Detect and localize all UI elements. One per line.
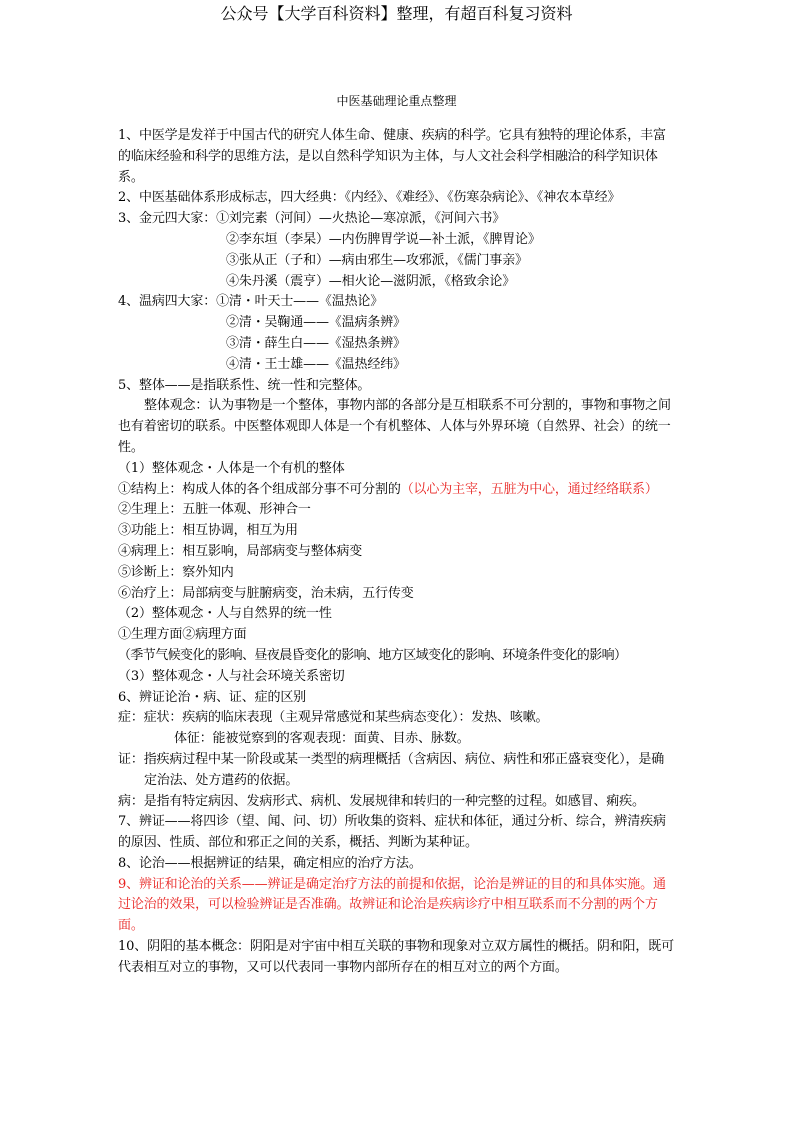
- paragraph-6: 6、辨证论治・病、证、症的区别: [118, 689, 307, 705]
- paragraph-6-sign: 体征：能被觉察到的客观表现：面黄、目赤、脉数。: [174, 731, 470, 747]
- section-1-heading: （1）整体观念・人体是一个有机的整体: [118, 460, 345, 476]
- paragraph-10: 10、阴阳的基本概念：阴阳是对宇宙中相互关联的事物和现象对立双方属性的概括。阴和阳，既可代表相互对立的事物，又可以代表同一事物内部所存在的相互对立的两个方面。: [118, 939, 674, 975]
- structure-text: ①结构上：构成人体的各个组成部分事不可分割的: [118, 481, 401, 497]
- section-1-item-pathology: ④病理上：相互影响，局部病变与整体病变: [118, 543, 363, 559]
- section-1-item-physiology: ②生理上：五脏一体观、形神合一: [118, 502, 311, 518]
- paragraph-9: 9、辨证和论治的关系——辨证是确定治疗方法的前提和依据，论治是辨证的目的和具体实施。通过论治的效果，可以检验辨证是否准确。故辨证和论治是疾病诊疗中相互联系而不分割的两个方面。: [118, 876, 666, 934]
- section-2-item: ①生理方面②病理方面: [118, 627, 247, 643]
- paragraph-5-detail: 整体观念：认为事物是一个整体，事物内部的各部分是互相联系不可分割的，事物和事物之间也有着密切的联系。中医整体观即人体是一个有机整体、人体与外界环境（自然界、社会）的统一性。: [118, 398, 671, 455]
- section-2-detail: （季节气候变化的影响、昼夜晨昏变化的影响、地方区域变化的影响、环境条件变化的影响）: [118, 647, 627, 663]
- section-2-heading: （2）整体观念・人与自然界的统一性: [118, 606, 332, 622]
- paragraph-3-line-1: 3、金元四大家：①刘完素（河间）—火热论—寒凉派，《河间六书》: [118, 211, 506, 227]
- paragraph-4-line-2: ②清・吴鞠通——《温病条辨》: [226, 315, 406, 331]
- paragraph-5: 5、整体——是指联系性、统一性和完整体。: [118, 377, 371, 393]
- paragraph-7: 7、辨证——将四诊（望、闻、问、切）所收集的资料、症状和体征，通过分析、综合，辨清疾病的原因、性质、部位和邪正之间的关系，概括、判断为某种证。: [118, 814, 666, 851]
- section-1-item-structure: [118, 480, 676, 501]
- section-1-item-diagnosis: ⑤诊断上：察外知内: [118, 564, 234, 580]
- paragraph-4-line-1: 4、温病四大家：①清・叶天士——《温热论》: [118, 294, 384, 310]
- paragraph-4-line-3: ③清・薛生白——《湿热条辨》: [226, 335, 406, 351]
- paragraph-6-syndrome: 证：指疾病过程中某一阶段或某一类型的病理概括（含病因、病位、病性和邪正盛衰变化），是确定治法、处方遣药的依据。: [118, 751, 665, 788]
- document-body: [118, 126, 676, 979]
- section-1-item-function: ③功能上：相互协调，相互为用: [118, 523, 298, 539]
- document-title: 中医基础理论重点整理: [336, 94, 457, 108]
- paragraph-6-disease: 病：是指有特定病因、发病形式、病机、发展规律和转归的一种完整的过程。如感冒、痢疾。: [118, 793, 645, 809]
- paragraph-6-symptom: 症：症状：疾病的临床表现（主观异常感觉和某些病态变化）：发热、咳嗽。: [118, 710, 549, 726]
- page-header: 公众号【大学百科资料】整理，有超百科复习资料: [220, 4, 573, 23]
- paragraph-2: 2、中医基础体系形成标志，四大经典：《内经》、《难经》、《伤寒杂病论》、《神农本草经》: [118, 190, 621, 206]
- paragraph-3-line-2: ②李东垣（李杲）—内伤脾胃学说—补土派，《脾胃论》: [226, 231, 541, 247]
- structure-highlight: （以心为主宰，五脏为中心，通过经络联系）: [400, 481, 658, 497]
- section-3-heading: （3）整体观念・人与社会环境关系密切: [118, 668, 345, 684]
- paragraph-3-line-4: ④朱丹溪（震亨）—相火论—滋阴派，《格致余论》: [226, 273, 516, 289]
- paragraph-1: 1、中医学是发祥于中国古代的研究人体生命、健康、疾病的科学。它具有独特的理论体系，丰富的临床经验和科学的思维方法，是以自然科学知识为主体，与人文社会科学相融洽的科学知识体系。: [118, 128, 666, 185]
- section-1-item-treatment: ⑥治疗上：局部病变与脏腑病变，治未病，五行传变: [118, 585, 414, 601]
- paragraph-8: 8、论治——根据辨证的结果，确定相应的治疗方法。: [118, 855, 422, 871]
- paragraph-4-line-4: ④清・王士雄——《温热经纬》: [226, 356, 406, 372]
- paragraph-3-line-3: ③张从正（子和）—病由邪生—攻邪派，《儒门事亲》: [226, 252, 528, 268]
